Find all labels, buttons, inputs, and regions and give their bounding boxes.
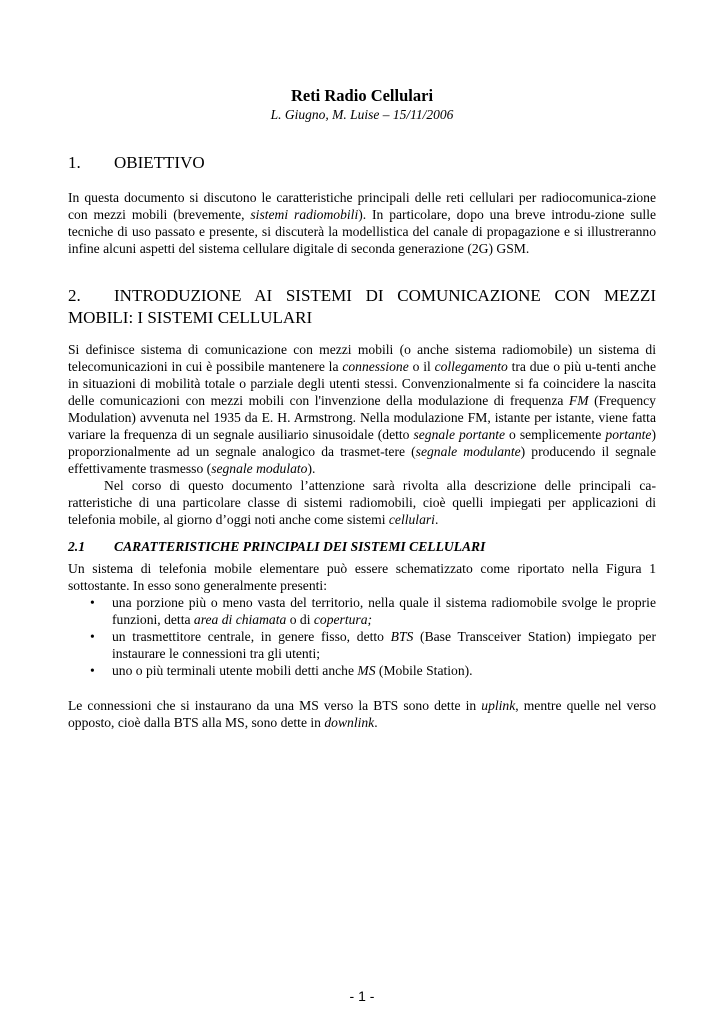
text-run: o il [408, 359, 435, 374]
emphasis: downlink [324, 715, 375, 730]
emphasis: segnale modulato [211, 461, 308, 476]
list-item [68, 594, 656, 628]
document-title: Reti Radio Cellulari [290, 86, 434, 105]
section-2-title: INTRODUZIONE AI SISTEMI DI COMUNICAZIONE CON MEZZI MOBILI: I SISTEMI CELLULARI [68, 286, 656, 327]
section-2-paragraph-1 [68, 341, 656, 477]
text-run: . [374, 715, 378, 730]
emphasis: uplink [481, 698, 516, 713]
text-run: un trasmettitore centrale, in genere fisso, detto [112, 629, 391, 644]
emphasis: sistemi radiomobili [250, 207, 359, 222]
section-2-heading [68, 285, 656, 329]
section-2-1-intro: Un sistema di telefonia mobile elementare può essere schematizzato come riportato nella Figura 1 sottostante. In esso sono generalmente presenti: [68, 561, 656, 593]
emphasis: FM [568, 393, 589, 408]
section-2-1-title: CARATTERISTICHE PRINCIPALI DEI SISTEMI CELLULARI [114, 539, 486, 554]
list-item [68, 628, 656, 662]
text-run: , mentre quelle nel verso opposto, cioè dalla BTS alla MS, sono dette in [68, 698, 657, 730]
section-2-1-number: 2.1 [68, 539, 85, 554]
emphasis: cellulari [388, 512, 435, 527]
section-1-number: 1. [68, 153, 81, 172]
section-2-number: 2. [68, 286, 81, 305]
text-run: ). In particolare, dopo una breve introdu-zione sulle tecniche di uso passato e presente, si discuterà la modellistica del canale di propagazione e si illustreranno infine alcuni aspetti del sistema cellulare digitale di seconda generazione (2G) GSM. [68, 207, 657, 256]
text-run: uno o più terminali utente mobili detti anche [112, 663, 358, 678]
text-run: In questa documento si discutono le caratteristiche principali delle reti cellulari per radiocomunica-zione con mezzi mobili (brevemente, [68, 190, 656, 222]
emphasis: segnale portante [413, 427, 506, 442]
section-2-paragraph-2 [68, 477, 656, 528]
section-1-title: OBIETTIVO [114, 153, 205, 172]
text-run: Le connessioni che si instaurano da una MS verso la BTS sono dette in [68, 698, 482, 713]
text-run: (Base Transceiver Station) impiegato per instaurare le connessioni tra gli utenti; [112, 629, 656, 661]
emphasis: portante [605, 427, 652, 442]
text-run: o semplicemente [505, 427, 606, 442]
section-1-paragraph [68, 189, 656, 257]
section-2-1-heading [68, 539, 656, 555]
section-1-heading [68, 152, 656, 174]
bullet-icon: • [90, 629, 95, 644]
text-run: una porzione più o meno vasta del territorio, nella quale il sistema radiomobile svolge le proprie funzioni, detta [112, 595, 656, 627]
emphasis: MS [357, 663, 376, 678]
list-item [68, 662, 656, 679]
text-run: tra due o più u-tenti anche in situazioni di mobilità totale o parziale degli utenti stessi. Convenzionalmente si fa coincidere la nascita delle comunicazioni con mezzi mobili con l'invenzione della modulazione di frequenza [68, 359, 656, 408]
emphasis: collegamento [434, 359, 508, 374]
feature-list [68, 594, 656, 679]
emphasis: area di chiamata [193, 612, 287, 627]
text-run: (Frequency Modulation) avvenuta nel 1935 da E. H. Armstrong. Nella modulazione FM, istante per istante, viene fatta variare la frequenza di un segnale ausiliario sinusoidale (detto [68, 393, 656, 442]
bullet-icon: • [90, 663, 95, 678]
text-run: Nel corso di questo documento l’attenzione sarà rivolta alla descrizione delle principali ca-ratteristiche di una particolare classe di sistemi radiomobili, cioè quelli impiegati per applicazioni di telefonia mobile, al giorno d’oggi noti anche come sistemi [68, 478, 656, 527]
text-run: . [434, 512, 439, 527]
emphasis: connessione [342, 359, 409, 374]
page-number: - 1 - [349, 988, 375, 1004]
text-run: (Mobile Station). [375, 663, 473, 678]
text-run: ). [307, 461, 316, 476]
text-run: ) producendo il segnale effettivamente trasmesso ( [68, 444, 656, 476]
text-run: ) proporzionalmente ad un segnale analogico da trasmet-tere ( [68, 427, 656, 459]
text-run: Si definisce sistema di comunicazione con mezzi mobili (o anche sistema radiomobile) un sistema di telecomunicazioni in cui è possibile mantenere la [68, 342, 656, 374]
document-authors: L. Giugno, M. Luise – 15/11/2006 [270, 107, 454, 122]
text-run: o di [286, 612, 314, 627]
emphasis: copertura; [313, 612, 373, 627]
emphasis: BTS [390, 629, 414, 644]
section-2-1-outro [68, 697, 656, 731]
emphasis: segnale modulante [415, 444, 521, 459]
bullet-icon: • [90, 595, 95, 610]
